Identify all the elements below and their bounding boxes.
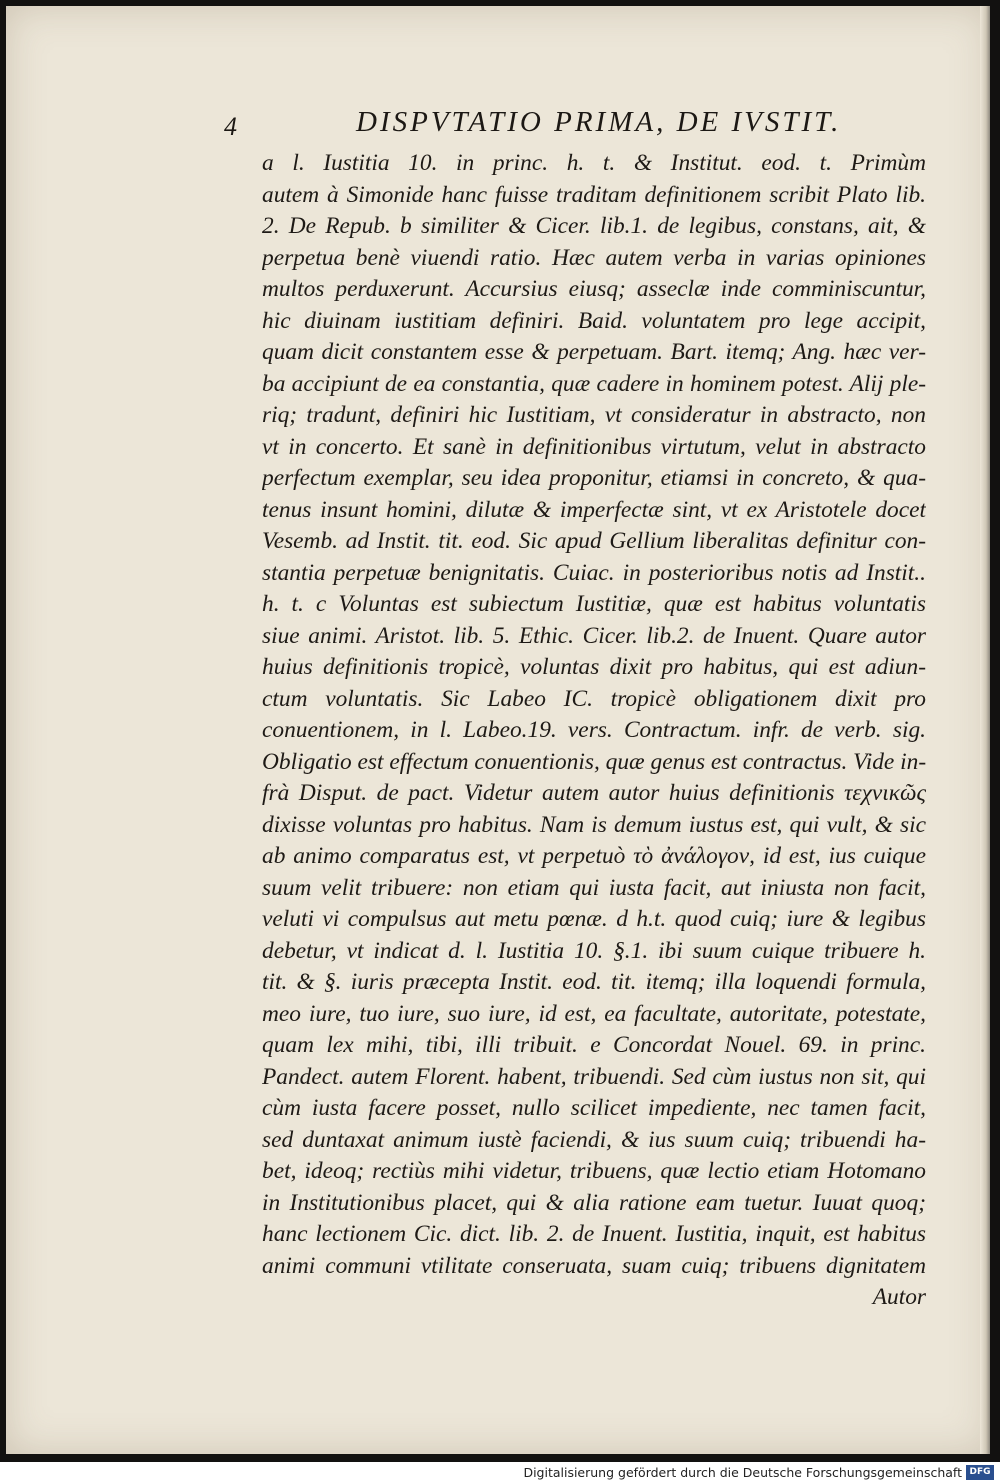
text-line: conuentionem, in l. Labeo.19. vers. Contractum. infr. de verb. sig. <box>262 717 926 743</box>
text-line: ab animo comparatus est, vt perpetuò τὸ ἀνάλογον, id est, ius cuique <box>262 843 926 869</box>
body-text <box>262 148 926 1314</box>
text-line: sed duntaxat animum iustè faciendi, & ius suum cuiq; tribuendi ha- <box>262 1126 926 1153</box>
page-number: 4 <box>224 112 237 141</box>
text-line: perfectum exemplar, seu idea proponitur, etiamsi in concreto, & qua- <box>262 465 926 491</box>
text-line: tit. & §. iuris præcepta Instit. eod. tit. itemq; illa loquendi formula, <box>262 969 926 995</box>
text-line: Vesemb. ad Instit. tit. eod. Sic apud Gellium liberalitas definitur con- <box>262 528 926 554</box>
text-line: stantia perpetuæ benignitatis. Cuiac. in posterioribus notis ad Instit.. <box>262 559 926 586</box>
text-line: multos perduxerunt. Accursius eiusq; asseclæ inde comminiscuntur, <box>262 276 926 302</box>
text-line: veluti vi compulsus aut metu pœnæ. d h.t. quod cuiq; iure & legibus <box>262 906 926 932</box>
text-line: animi communi vtilitate conseruata, suam cuiq; tribuens dignitatem <box>262 1252 926 1279</box>
text-line: h. t. c Voluntas est subiectum Iustitiæ, quæ est habitus voluntatis <box>262 591 926 617</box>
text-line: Autor <box>872 1284 926 1310</box>
text-line: in Institutionibus placet, qui & alia ratione eam tuetur. Iuuat quoq; <box>262 1189 926 1216</box>
text-line: siue animi. Aristot. lib. 5. Ethic. Cicer. lib.2. de Inuent. Quare autor <box>262 622 926 649</box>
text-line: huius definitionis tropicè, voluntas dixit pro habitus, qui est adiun- <box>262 654 926 680</box>
text-line: Obligatio est effectum conuentionis, quæ genus est contractus. Vide in- <box>262 748 926 775</box>
text-line: vt in concerto. Et sanè in definitionibus virtutum, velut in abstracto <box>262 433 926 460</box>
text-line: dixisse voluntas pro habitus. Nam is demum iustus est, qui vult, & sic <box>262 811 926 838</box>
page-edge <box>980 6 990 1454</box>
text-line: cùm iusta facere posset, nullo scilicet impediente, nec tamen facit, <box>262 1095 926 1121</box>
text-line: Pandect. autem Florent. habent, tribuendi. Sed cùm iustus non sit, qui <box>262 1063 926 1090</box>
text-line: 2. De Repub. b similiter & Cicer. lib.1. de legibus, constans, ait, & <box>262 213 926 239</box>
text-line: hic diuinam iustitiam definiri. Baid. voluntatem pro lege accipit, <box>262 307 926 334</box>
text-line: a l. Iustitia 10. in princ. h. t. & Institut. eod. t. Primùm <box>262 150 926 176</box>
text-line: tenus insunt homini, dilutæ & imperfectæ sint, vt ex Aristotele docet <box>262 496 926 523</box>
text-line: ba accipiunt de ea constantia, quæ cadere in hominem potest. Alij ple- <box>262 370 926 397</box>
text-line: suum velit tribuere: non etiam qui iusta facit, aut iniusta non facit, <box>262 874 926 901</box>
text-line: riq; tradunt, definiri hic Iustitiam, vt consideratur in abstracto, non <box>262 402 926 428</box>
text-line: ctum voluntatis. Sic Labeo IC. tropicè obligationem dixit pro <box>262 685 926 712</box>
text-line: bet, ideoq; rectiùs mihi videtur, tribuens, quæ lectio etiam Hotomano <box>262 1158 926 1184</box>
text-line: quam dicit constantem esse & perpetuam. Bart. itemq; Ang. hæc ver- <box>262 339 926 365</box>
footer-bar <box>0 1462 1000 1484</box>
text-line: quam lex mihi, tibi, illi tribuit. e Concordat Nouel. 69. in princ. <box>262 1032 926 1058</box>
text-line: autem à Simonide hanc fuisse traditam definitionem scribit Plato lib. <box>262 181 926 208</box>
text-line: hanc lectionem Cic. dict. lib. 2. de Inuent. Iustitia, inquit, est habitus <box>262 1221 926 1247</box>
text-line: debetur, vt indicat d. l. Iustitia 10. §.1. ibi suum cuique tribuere h. <box>262 937 926 964</box>
text-line: frà Disput. de pact. Videtur autem autor huius definitionis τεχνικῶς <box>262 780 926 806</box>
text-line: meo iure, tuo iure, suo iure, id est, ea facultate, autoritate, potestate, <box>262 1000 926 1027</box>
text-line: perpetua benè viuendi ratio. Hæc autem verba in varias opiniones <box>262 244 926 271</box>
running-head: DISPVTATIO PRIMA, DE IVSTIT. <box>356 106 842 138</box>
funding-notice: Digitalisierung gefördert durch die Deutsche Forschungsgemeinschaft <box>523 1465 962 1480</box>
dfg-logo: DFG <box>966 1465 994 1480</box>
